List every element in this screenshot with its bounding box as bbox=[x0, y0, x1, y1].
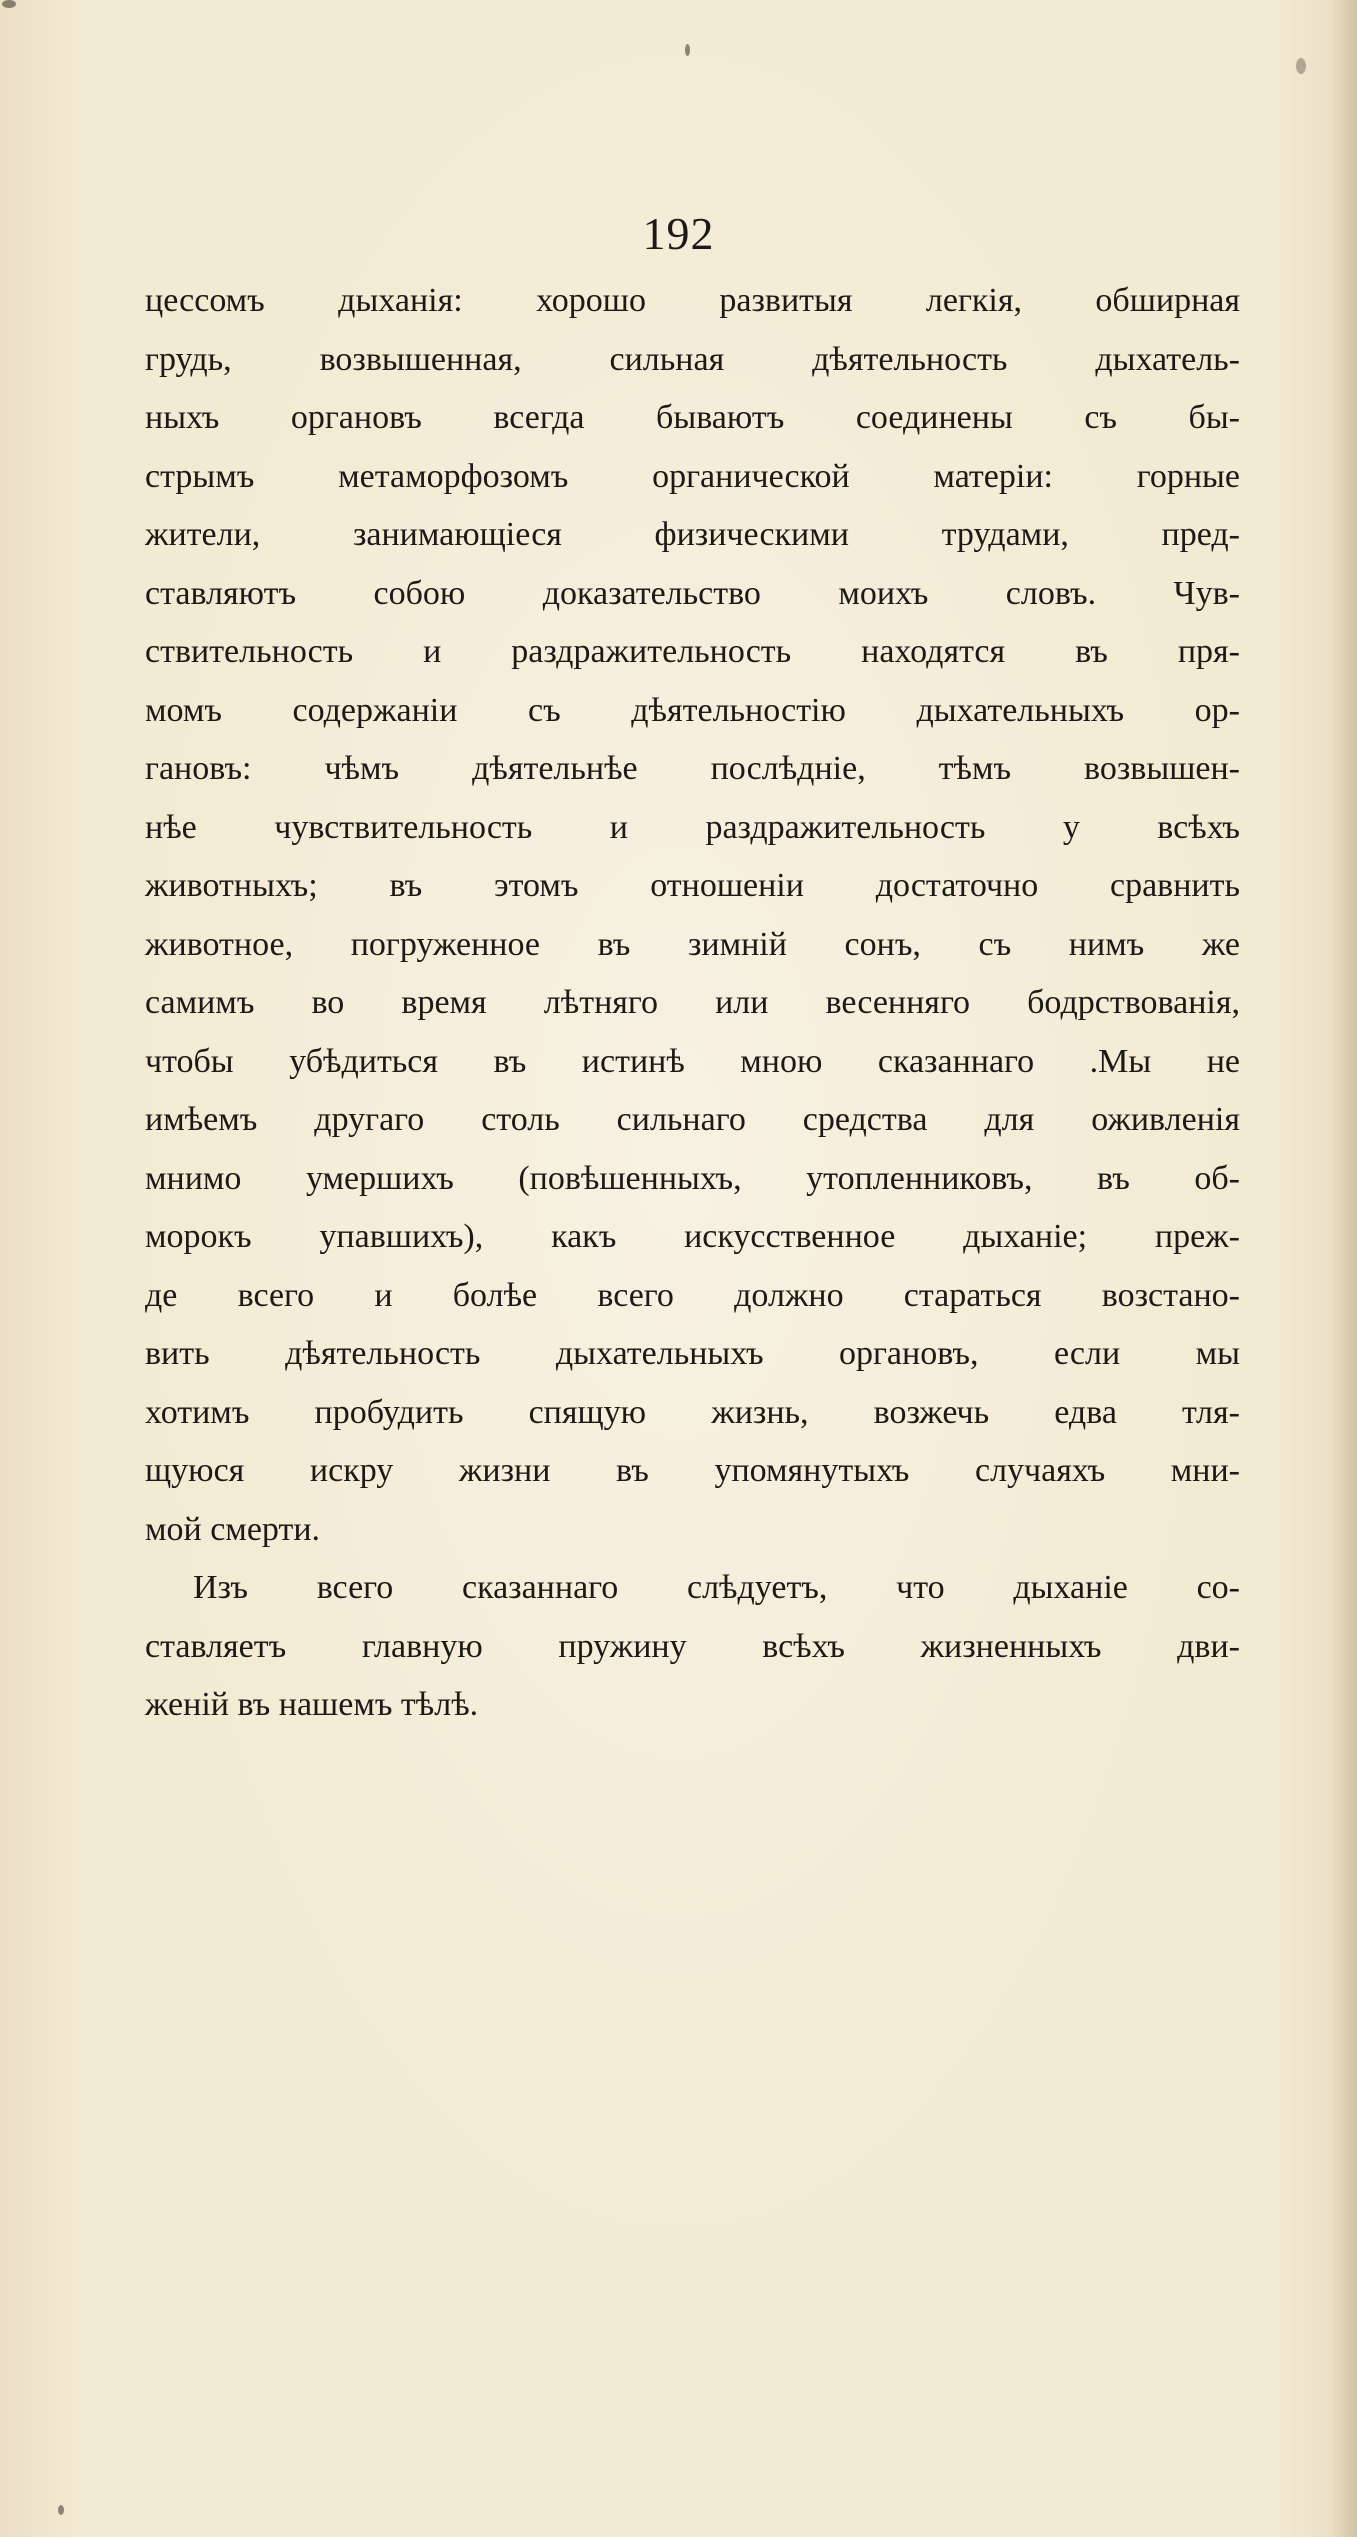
text-line: гановъ: чѣмъ дѣятельнѣе послѣдніе, тѣмъ возвышен- bbox=[145, 750, 1240, 787]
page-number: 192 bbox=[642, 208, 715, 259]
text-line: стрымъ метаморфозомъ органической матеріи: горные bbox=[145, 457, 1240, 495]
ink-speck bbox=[685, 44, 690, 56]
text-line: нѣе чувствительность и раздражительность у всѣхъ bbox=[145, 808, 1240, 846]
ink-speck bbox=[1296, 58, 1306, 74]
text-line: ствительность и раздражительность находятся въ пря- bbox=[145, 633, 1240, 670]
text-line: ныхъ органовъ всегда бываютъ соединены съ бы- bbox=[145, 399, 1240, 436]
text-line: де всего и болѣе всего должно стараться возстано- bbox=[145, 1276, 1240, 1314]
body-text bbox=[145, 272, 1240, 1735]
text-line: щуюся искру жизни въ упомянутыхъ случаяхъ мни- bbox=[145, 1452, 1240, 1489]
text-line: морокъ упавшихъ), какъ искусственное дыханіе; преж- bbox=[145, 1218, 1240, 1255]
text-line: вить дѣятельность дыхательныхъ органовъ, если мы bbox=[145, 1335, 1240, 1372]
text-line-paragraph-end: женій въ нашемъ тѣлѣ. bbox=[145, 1686, 479, 1723]
text-line-paragraph-end: мой смерти. bbox=[145, 1510, 321, 1548]
page-gutter-shadow bbox=[1331, 0, 1357, 2537]
text-line: ставляетъ главную пружину всѣхъ жизненныхъ дви- bbox=[145, 1627, 1240, 1665]
text-line: жители, занимающіеся физическими трудами, пред- bbox=[145, 516, 1240, 553]
text-line: момъ содержаніи съ дѣятельностію дыхательныхъ ор- bbox=[145, 691, 1240, 729]
text-line: самимъ во время лѣтняго или весенняго бодрствованія, bbox=[145, 984, 1240, 1021]
text-line: цессомъ дыханія: хорошо развитыя легкія, обширная bbox=[145, 282, 1240, 319]
text-line: животное, погруженное въ зимній сонъ, съ нимъ же bbox=[145, 925, 1240, 963]
text-line: хотимъ пробудить спящую жизнь, возжечь едва тля- bbox=[145, 1393, 1240, 1431]
text-line: имѣемъ другаго столь сильнаго средства для оживленія bbox=[145, 1101, 1240, 1138]
text-line: мнимо умершихъ (повѣшенныхъ, утопленниковъ, въ об- bbox=[145, 1159, 1240, 1197]
ink-speck bbox=[2, 0, 16, 8]
text-line: чтобы убѣдиться въ истинѣ мною сказаннаго .Мы не bbox=[145, 1042, 1240, 1080]
ink-speck bbox=[58, 2505, 64, 2515]
text-line: ставляютъ собою доказательство моихъ словъ. Чув- bbox=[145, 574, 1240, 612]
text-line-paragraph-start: Изъ всего сказаннаго слѣдуетъ, что дыханіе со- bbox=[193, 1569, 1240, 1606]
text-line: животныхъ; въ этомъ отношеніи достаточно сравнить bbox=[145, 867, 1240, 904]
text-line: грудь, возвышенная, сильная дѣятельность дыхатель- bbox=[145, 340, 1240, 378]
